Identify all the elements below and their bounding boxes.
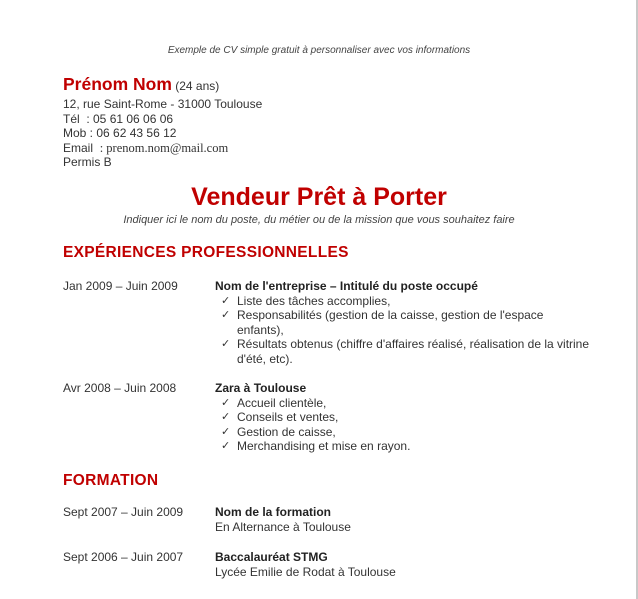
check-icon: ✓: [221, 411, 231, 424]
name-line: [63, 73, 262, 97]
formation-detail: Lycée Emilie de Rodat à Toulouse: [215, 564, 396, 579]
person-age: (24 ans): [175, 79, 220, 93]
phone-line: [63, 112, 262, 127]
check-icon: ✓: [221, 309, 231, 322]
list-item: ✓ Gestion de caisse,: [221, 424, 336, 439]
formation-title: Baccalauréat STMG: [215, 550, 328, 564]
experiences-heading: EXPÉRIENCES PROFESSIONNELLES: [63, 244, 349, 261]
experience-title: Zara à Toulouse: [215, 381, 307, 395]
check-icon: ✓: [221, 396, 231, 409]
list-item: ✓ Merchandising et mise en rayon.: [221, 439, 411, 454]
list-item: ✓ Résultats obtenus (chiffre d'affaires réalisé, réalisation de la vitrine d'été, etc).: [221, 337, 590, 366]
formation-body: [215, 505, 590, 534]
experience-bullets: [215, 294, 590, 367]
formation-heading: FORMATION: [63, 472, 159, 489]
list-item: ✓ Accueil clientèle,: [221, 395, 327, 410]
experience-title: Nom de l'entreprise – Intitulé du poste occupé: [215, 279, 478, 293]
experience-bullets: [215, 396, 590, 454]
email-value: : prenom.nom@mail.com: [99, 140, 229, 155]
formation-date: Sept 2007 – Juin 2009: [63, 505, 184, 519]
experience-date: Avr 2008 – Juin 2008: [63, 381, 177, 395]
formation-body: [215, 550, 590, 579]
contact-block: [63, 73, 262, 170]
job-subtitle: Indiquer ici le nom du poste, du métier ou de la mission que vous souhaitez faire: [123, 214, 515, 226]
list-item: ✓ Liste des tâches accomplies,: [221, 293, 391, 308]
experience-body: [215, 279, 590, 367]
phone-value: : 05 61 06 06 06: [86, 111, 174, 126]
list-item: ✓ Conseils et ventes,: [221, 410, 339, 425]
permis: Permis B: [63, 155, 112, 169]
formation-detail: En Alternance à Toulouse: [215, 519, 351, 534]
phone-label: Tél: [63, 111, 80, 126]
formation-title: Nom de la formation: [215, 505, 332, 519]
check-icon: ✓: [221, 294, 231, 307]
check-icon: ✓: [221, 338, 231, 351]
mobile-line: Mob : 06 62 43 56 12: [63, 126, 177, 140]
list-item: ✓ Responsabilités (gestion de la caisse, gestion de l'espace enfants),: [221, 308, 544, 337]
experience-body: [215, 381, 590, 454]
check-icon: ✓: [221, 440, 231, 453]
experience-date: Jan 2009 – Juin 2009: [63, 279, 178, 293]
email-line: [63, 141, 262, 156]
cv-tagline: Exemple de CV simple gratuit à personnaliser avec vos informations: [167, 45, 471, 56]
address: 12, rue Saint-Rome - 31000 Toulouse: [63, 97, 263, 111]
person-name: Prénom Nom: [63, 74, 172, 94]
email-label: Email: [63, 140, 94, 155]
formation-date: Sept 2006 – Juin 2007: [63, 550, 184, 564]
check-icon: ✓: [221, 425, 231, 438]
job-title: Vendeur Prêt à Porter: [191, 183, 447, 211]
